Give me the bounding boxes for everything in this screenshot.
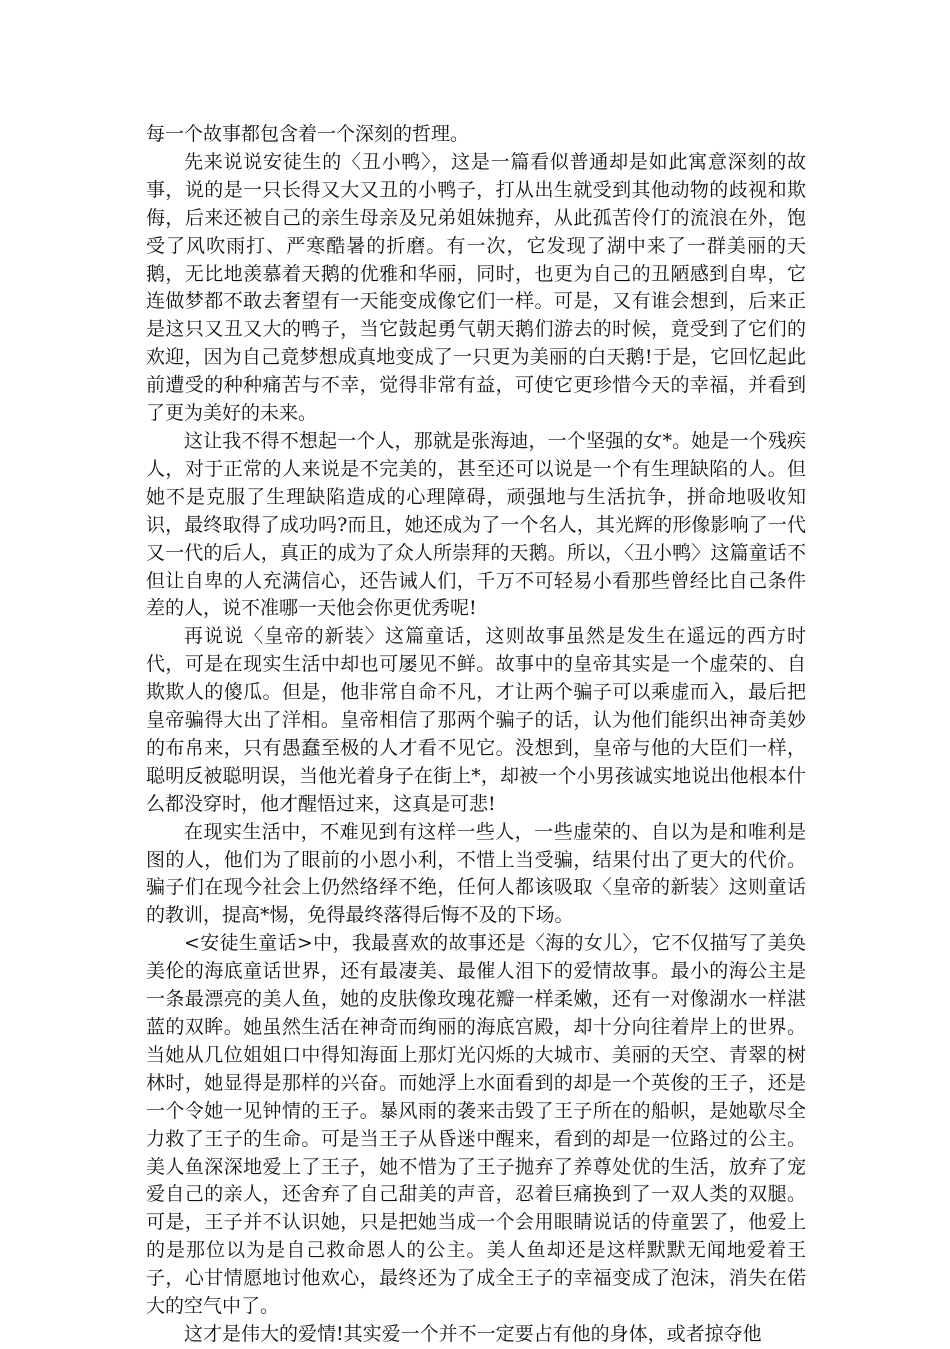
paragraph-intro: 每一个故事都包含着一个深刻的哲理。 — [146, 123, 470, 145]
paragraph-zhang-haidi: 这让我不得不想起一个人，那就是张海迪，一个坚强的女*。她是一个残疾人，对于正常的人来说是不完美的，甚至还可以说是一个有生理缺陷的人。但她不是克服了生理缺陷造成的心理障碍，顽强地与生活抗争，拼命地吸收知识，最终取得了成功吗?而且，她还成为了一个名人，其光辉的形像影响了一代又一代的后人，真正的成为了众人所崇拜的天鹅。所以，〈丑小鸭〉这篇童话不但让自卑的人充满信心，还告诫人们，千万不可轻易小看那些曾经比自己条件差的人，说不准哪一天他会你更优秀呢! — [146, 429, 806, 620]
essay-body — [146, 121, 806, 1349]
paragraph-true-love: 这才是伟大的爱情!其实爱一个并不一定要占有他的身体，或者掠夺他 — [184, 1322, 762, 1345]
paragraph-real-life: 在现实生活中，不难见到有这样一些人，一些虚荣的、自以为是和唯利是图的人，他们为了眼前的小恩小利，不惜上当受骗，结果付出了更大的代价。骗子们在现今社会上仍然络绎不绝，任何人都该吸取〈皇帝的新装〉这则童话的教训，提高*惕，免得最终落得后悔不及的下场。 — [146, 820, 806, 927]
paragraph-little-mermaid: <安徒生童话>中，我最喜欢的故事还是〈海的女儿〉，它不仅描写了美奂美伦的海底童话世界，还有最凄美、最催人泪下的爱情故事。最小的海公主是一条最漂亮的美人鱼，她的皮肤像玫瑰花瓣一样柔嫩，还有一对像湖水一样湛蓝的双眸。她虽然生活在神奇而绚丽的海底宫殿，却十分向往着岸上的世界。当她从几位姐姐口中得知海面上那灯光闪烁的大城市、美丽的天空、青翠的树林时，她显得是那样的兴奋。而她浮上水面看到的却是一个英俊的王子，还是一个令她一见钟情的王子。暴风雨的袭来击毁了王子所在的船帜，是她歇尽全力救了王子的生命。可是当王子从昏迷中醒来，看到的却是一位路过的公主。美人鱼深深地爱上了王子，她不惜为了王子抛弃了养尊处优的生活，放弃了宠爱自己的亲人，还舍弃了自己甜美的声音，忍着巨痛换到了一双人类的双腿。可是，王子并不认识她，只是把她当成一个会用眼睛说话的侍童罢了，他爱上的是那位以为是自己救命恩人的公主。美人鱼却还是这样默默无闻地爱着王子，心甘情愿地讨他欢心，最终还为了成全王子的幸福变成了泡沫，消失在偌大的空气中了。 — [146, 932, 806, 1318]
paragraph-ugly-duckling: 先来说说安徒生的〈丑小鸭〉，这是一篇看似普通却是如此寓意深刻的故事，说的是一只长得又大又丑的小鸭子，打从出生就受到其他动物的歧视和欺侮，后来还被自己的亲生母亲及兄弟姐妹抛弃，从此孤苦伶仃的流浪在外，饱受了风吹雨打、严寒酷暑的折磨。有一次，它发现了湖中来了一群美丽的天鹅，无比地羡慕着天鹅的优雅和华丽，同时，也更为自己的丑陋感到自卑，它连做梦都不敢去奢望有一天能变成像它们一样。可是，又有谁会想到，后来正是这只又丑又大的鸭子，当它鼓起勇气朝天鹅们游去的时候，竟受到了它们的欢迎，因为自己竟梦想成真地变成了一只更为美丽的白天鹅!于是，它回忆起此前遭受的种种痛苦与不幸，觉得非常有益，可使它更珍惜今天的幸福，并看到了更为美好的未来。 — [146, 150, 806, 425]
paragraph-emperors-new-clothes: 再说说〈皇帝的新装〉这篇童话，这则故事虽然是发生在遥远的西方时代，可是在现实生活中却也可屡见不鲜。故事中的皇帝其实是一个虚荣的、自欺欺人的傻瓜。但是，他非常自命不凡，才让两个骗子可以乘虚而入，最后把皇帝骗得大出了洋相。皇帝相信了那两个骗子的话，认为他们能织出神奇美妙的布帛来，只有愚蠢至极的人才看不见它。没想到，皇帝与他的大臣们一样，聪明反被聪明误，当他光着身子在街上*，却被一个小男孩诚实地说出他根本什么都没穿时，他才醒悟过来，这真是可悲! — [146, 625, 806, 815]
